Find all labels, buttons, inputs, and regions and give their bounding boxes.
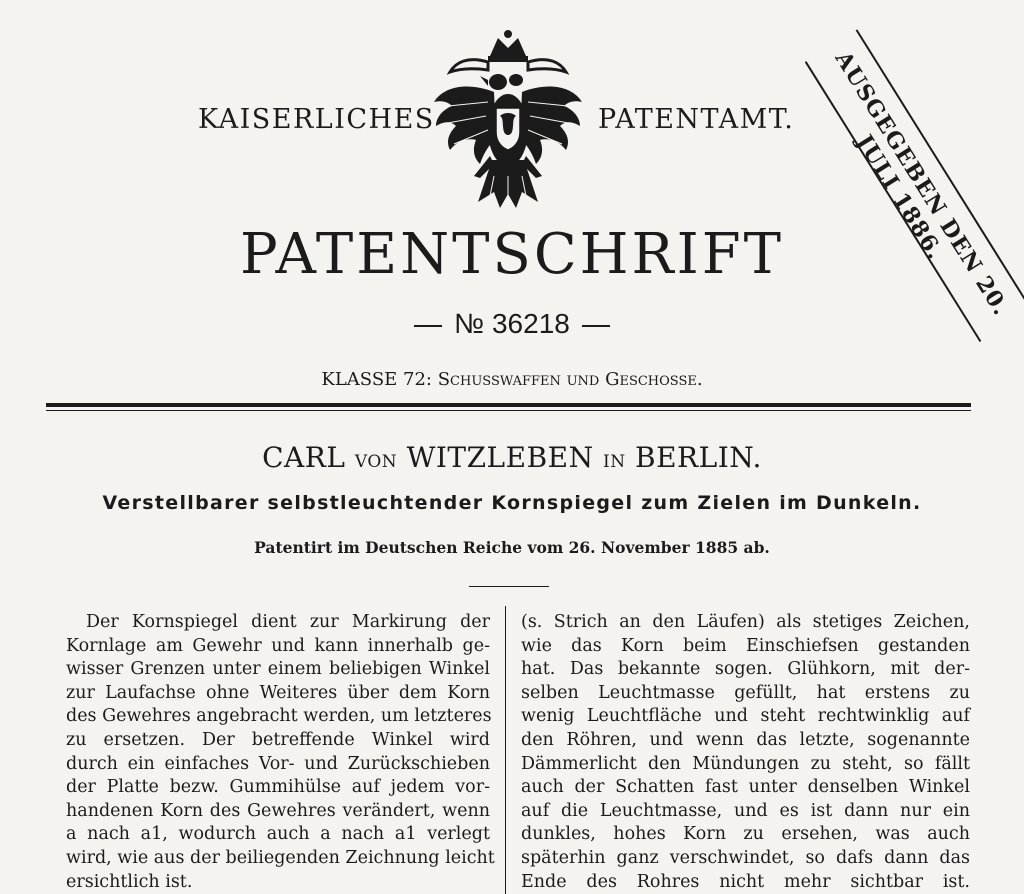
text-line: selben Leuchtmasse gefüllt, hat erstens zu	[521, 682, 970, 703]
patent-number	[0, 308, 1024, 340]
text-line: den Röhren, und wenn das letzte, sogenannte	[521, 729, 970, 750]
text-line: wird, wie aus der beiliegenden Zeichnung leicht	[66, 847, 495, 868]
stamp-border-bottom	[805, 61, 982, 342]
text-line: zu ersetzen. Der betreffende Winkel wird	[66, 729, 490, 750]
text-line: Kornlage am Gewehr und kann innerhalb ge-	[66, 635, 490, 656]
column-divider	[505, 606, 506, 894]
dash-right	[582, 325, 610, 327]
text-line: der Platte bezw. Gummihülse auf jedem vor-	[66, 777, 490, 798]
office-name-left: KAISERLICHES	[198, 104, 435, 135]
issue-date-stamp	[788, 29, 1024, 352]
inventor-last-name: WITZLEBEN	[406, 441, 594, 474]
imperial-eagle-icon	[428, 26, 588, 212]
text-line: ersichtlich ist.	[66, 871, 193, 892]
text-line: wenig Leuchtfläche und steht rechtwinklig auf	[521, 706, 970, 727]
text-line: wie das Korn beim Einschiefsen gestanden	[521, 635, 970, 656]
patented-date-line: Patentirt im Deutschen Reiche vom 26. November 1885 ab.	[254, 538, 770, 557]
invention-title: Verstellbarer selbstleuchtender Kornspiegel zum Zielen im Dunkeln.	[102, 492, 922, 514]
text-line: zur Laufachse ohne Weiteres über dem Korn	[66, 682, 490, 703]
text-line: auf die Leuchtmasse, und es ist dann nur ein	[521, 800, 970, 821]
class-prefix: KLASSE 72:	[321, 369, 432, 390]
text-line: Dämmerlicht den Mündungen zu steht, so fällt	[521, 753, 970, 774]
text-line: wisser Grenzen unter einem beliebigen Winkel	[66, 659, 490, 680]
inventor-first-name: CARL	[262, 441, 346, 474]
text-line: des Gewehres angebracht werden, um letzteres	[66, 706, 492, 727]
text-line: dunkles, hohes Korn zu ersehen, was auch	[521, 824, 970, 845]
text-line: späterhin ganz verschwindet, so dafs dann das	[521, 847, 970, 868]
office-name-right: PATENTAMT.	[598, 104, 795, 135]
text-line: Der Kornspiegel dient zur Markirung der	[86, 612, 490, 632]
patent-class	[0, 369, 1024, 390]
dash-left	[414, 325, 442, 327]
section-separator	[469, 586, 549, 587]
header-rule-thick	[46, 403, 971, 407]
inventor-city: BERLIN.	[635, 441, 762, 474]
class-name: Schusswaffen und Geschosse.	[437, 369, 703, 390]
text-line: (s. Strich an den Läufen) als stetiges Zeichen,	[521, 612, 970, 632]
document-type-title: PATENTSCHRIFT	[239, 222, 785, 287]
body-column-left	[66, 611, 495, 894]
text-line: Ende des Rohres nicht mehr sichtbar ist.	[521, 871, 970, 892]
text-line: a nach a1, wodurch auch a nach a1 verlegt	[66, 824, 490, 845]
inventor-location-particle: in	[603, 445, 626, 473]
text-line: handenen Korn des Gewehres verändert, wenn	[66, 800, 490, 821]
header-rule-thin	[46, 410, 971, 411]
text-line: auch der Schatten fast unter denselben Winkel	[521, 777, 970, 798]
stamp-text: AUSGEGEBEN DEN 20. JULI 1886.	[829, 46, 1015, 321]
inventor-particle: von	[354, 445, 398, 473]
inventor-line	[0, 441, 1024, 474]
text-line: hat. Das bekannte sogen. Glühkorn, mit der-	[521, 659, 970, 680]
text-line: durch ein einfaches Vor- und Zurückschieben	[66, 753, 490, 774]
body-column-right	[521, 611, 970, 894]
patent-number-text: № 36218	[454, 308, 570, 339]
